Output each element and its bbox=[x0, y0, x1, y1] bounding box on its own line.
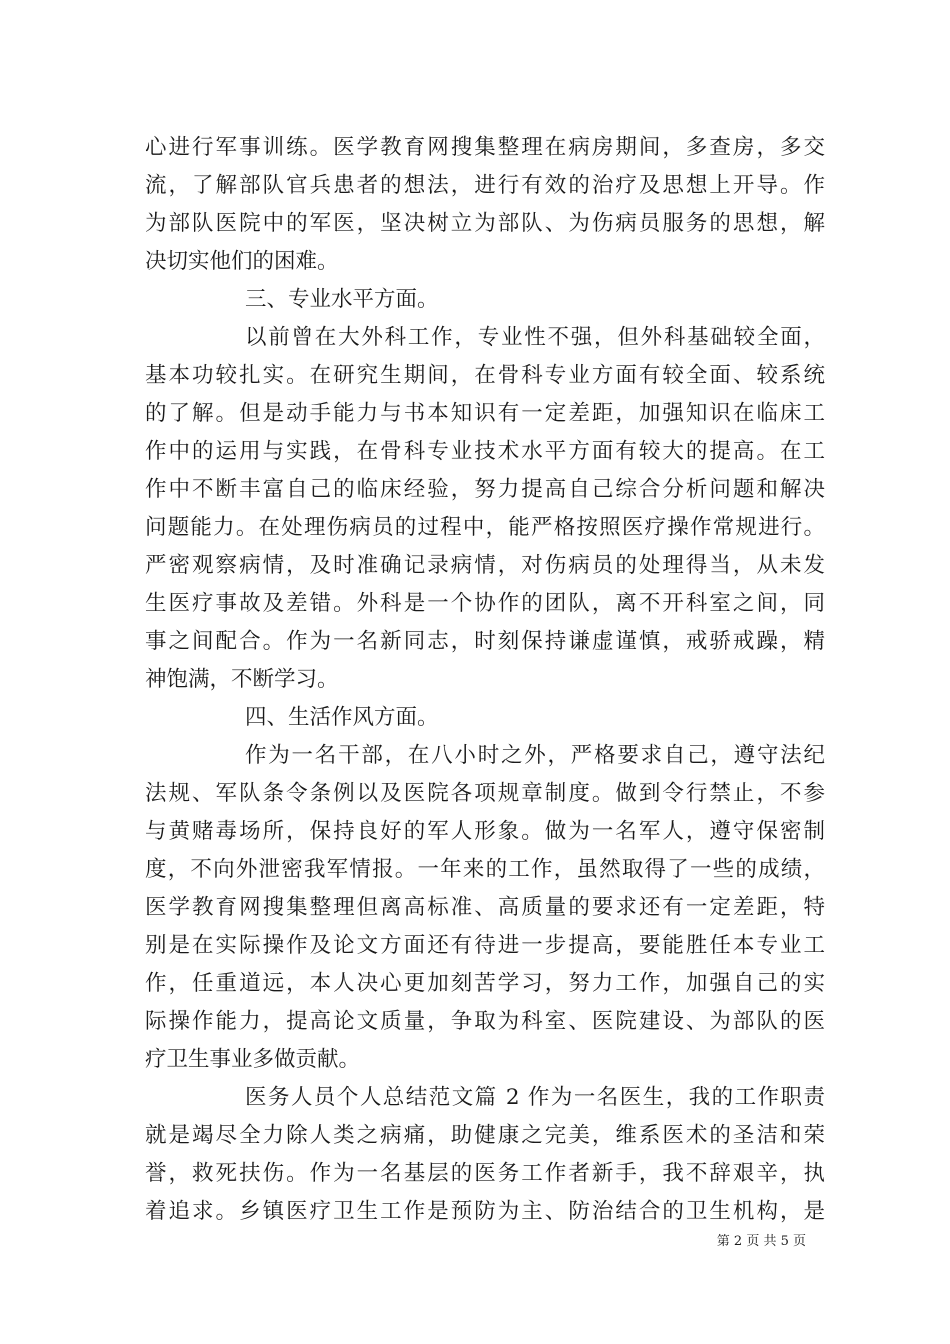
text-line: 与黄赌毒场所，保持良好的军人形象。做为一名军人，遵守保密制 bbox=[145, 819, 825, 844]
text-line: 决切实他们的困难。 bbox=[145, 249, 339, 274]
text-line: 疗卫生事业多做贡献。 bbox=[145, 1047, 361, 1072]
text-line: 别是在实际操作及论文方面还有待进一步提高，要能胜任本专业工 bbox=[145, 933, 825, 958]
section-heading: 四、生活作风方面。 bbox=[245, 705, 439, 730]
text-line: 作为一名干部，在八小时之外，严格要求自己，遵守法纪 bbox=[245, 743, 825, 768]
text-line: 度，不向外泄密我军情报。一年来的工作，虽然取得了一些的成绩， bbox=[145, 857, 825, 882]
text-line: 的了解。但是动手能力与书本知识有一定差距，加强知识在临床工 bbox=[145, 401, 825, 426]
text-line: 严密观察病情，及时准确记录病情，对伤病员的处理得当，从未发 bbox=[145, 553, 825, 578]
text-line: 医学教育网搜集整理但离高标准、高质量的要求还有一定差距，特 bbox=[145, 895, 825, 920]
text-line: 作，任重道远，本人决心更加刻苦学习，努力工作，加强自己的实 bbox=[145, 971, 825, 996]
text-line: 医务人员个人总结范文篇 2 作为一名医生，我的工作职责 bbox=[245, 1085, 825, 1110]
text-line: 际操作能力，提高论文质量，争取为科室、医院建设、为部队的医 bbox=[145, 1009, 825, 1034]
text-line: 着追求。乡镇医疗卫生工作是预防为主、防治结合的卫生机构，是 bbox=[145, 1199, 825, 1224]
text-line: 事之间配合。作为一名新同志，时刻保持谦虚谨慎，戒骄戒躁，精 bbox=[145, 629, 825, 654]
section-heading: 三、专业水平方面。 bbox=[245, 287, 439, 312]
page-number: 第 2 页 共 5 页 bbox=[716, 1234, 806, 1249]
text-line: 誉，救死扶伤。作为一名基层的医务工作者新手，我不辞艰辛，执 bbox=[145, 1161, 825, 1186]
text-line: 问题能力。在处理伤病员的过程中，能严格按照医疗操作常规进行。 bbox=[145, 515, 825, 540]
text-line: 以前曾在大外科工作，专业性不强，但外科基础较全面， bbox=[245, 325, 825, 350]
text-line: 为部队医院中的军医，坚决树立为部队、为伤病员服务的思想，解 bbox=[145, 211, 825, 236]
text-line: 神饱满，不断学习。 bbox=[145, 667, 339, 692]
text-line: 作中不断丰富自己的临床经验，努力提高自己综合分析问题和解决 bbox=[145, 477, 825, 502]
text-line: 法规、军队条令条例以及医院各项规章制度。做到令行禁止，不参 bbox=[145, 781, 825, 806]
text-line: 作中的运用与实践，在骨科专业技术水平方面有较大的提高。在工 bbox=[145, 439, 825, 464]
text-line: 就是竭尽全力除人类之病痛，助健康之完美，维系医术的圣洁和荣 bbox=[145, 1123, 825, 1148]
text-line: 生医疗事故及差错。外科是一个协作的团队，离不开科室之间，同 bbox=[145, 591, 825, 616]
text-line: 基本功较扎实。在研究生期间，在骨科专业方面有较全面、较系统 bbox=[145, 363, 825, 388]
text-line: 流，了解部队官兵患者的想法，进行有效的治疗及思想上开导。作 bbox=[145, 173, 825, 198]
text-line: 心进行军事训练。医学教育网搜集整理在病房期间，多查房，多交 bbox=[145, 135, 825, 160]
